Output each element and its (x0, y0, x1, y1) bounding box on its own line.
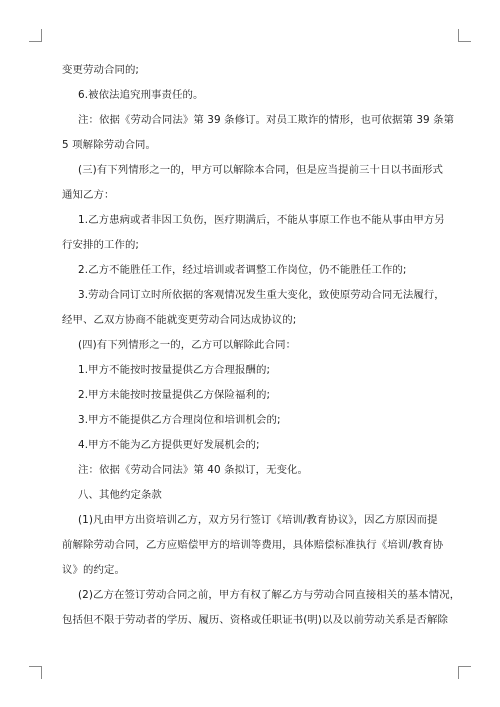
text-line: 2.乙方不能胜任工作，经过培训或者调整工作岗位，仍不能胜任工作的; (78, 264, 407, 276)
section-heading: 八、其他约定条款 (78, 489, 162, 501)
text-line: 注：依据《劳动合同法》第 39 条修订。对员工欺诈的情形，也可依据第 39 条第 (78, 114, 455, 126)
crop-mark-top-left (29, 29, 42, 42)
text-line: 包括但不限于劳动者的学历、履历、资格或任职证书(明)以及以前劳动关系是否解除 (62, 614, 448, 626)
text-line: (三)有下列情形之一的，甲方可以解除本合同，但是应当提前三十日以书面形式 (78, 164, 443, 176)
text-line: 3.甲方不能提供乙方合理岗位和培训机会的; (78, 414, 281, 426)
text-line: 5 项解除劳动合同。 (62, 139, 157, 151)
text-line: 经甲、乙双方协商不能就变更劳动合同达成协议的; (62, 314, 297, 326)
document-body (62, 58, 461, 633)
text-line: 4.甲方不能为乙方提供更好发展机会的; (78, 439, 260, 451)
crop-mark-bottom-left (29, 666, 42, 679)
text-line: 注：依据《劳动合同法》第 40 条拟订，无变化。 (78, 464, 309, 476)
text-line: 6.被依法追究刑事责任的。 (78, 89, 204, 101)
text-line: 1.甲方不能按时按量提供乙方合理报酬的; (78, 364, 271, 376)
text-line: 变更劳动合同的; (62, 64, 140, 76)
text-line: 前解除劳动合同，乙方应赔偿甲方的培训等费用，具体赔偿标准执行《培训/教育协 (62, 539, 444, 551)
crop-mark-top-right (458, 29, 471, 42)
crop-mark-bottom-right (458, 666, 471, 679)
text-line: (2)乙方在签订劳动合同之前，甲方有权了解乙方与劳动合同直接相关的基本情况， (78, 589, 461, 601)
text-line: 议》的约定。 (62, 564, 125, 576)
text-line: (四)有下列情形之一的，乙方可以解除此合同： (78, 339, 297, 351)
text-line: 2.甲方未能按时按量提供乙方保险福利的; (78, 389, 271, 401)
text-line: 行安排的工作的; (62, 239, 140, 251)
text-line: 3.劳动合同订立时所依据的客观情况发生重大变化，致使原劳动合同无法履行， (78, 289, 445, 301)
text-line: 通知乙方： (62, 189, 115, 201)
text-line: (1)凡由甲方出资培训乙方，双方另行签订《培训/教育协议》，因乙方原因而提 (78, 514, 438, 526)
text-block (62, 58, 461, 633)
text-line: 1.乙方患病或者非因工负伤，医疗期满后，不能从事原工作也不能从事由甲方另 (78, 214, 445, 226)
